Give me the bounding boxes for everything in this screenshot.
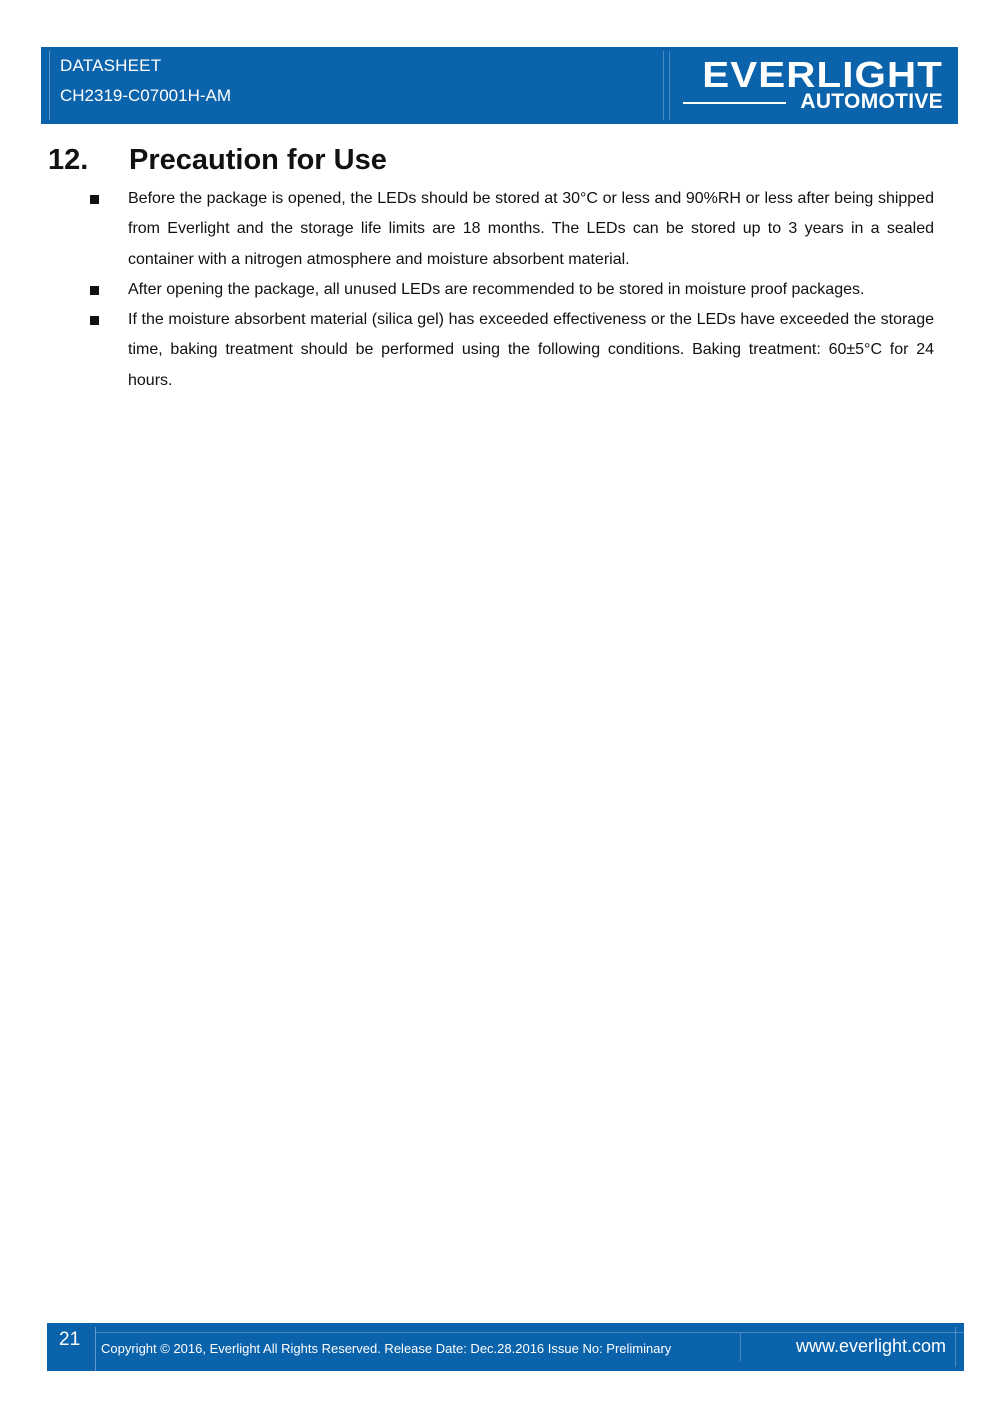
- page-header: [41, 47, 958, 124]
- footer-rule: [95, 1332, 964, 1333]
- section-number: 12.: [48, 144, 89, 176]
- header-divider: [663, 51, 664, 120]
- section-heading: [48, 142, 387, 178]
- square-bullet-icon: [90, 316, 99, 325]
- list-item-text: Before the package is opened, the LEDs should be stored at 30°C or less and 90%RH or less after being shipped from Everlight and the storage life limits are 18 months. The LEDs can be stored up to 3 years in a sealed container with a nitrogen atmosphere and moisture absorbent material.: [128, 190, 934, 268]
- square-bullet-icon: [90, 195, 99, 204]
- everlight-automotive-logo: [683, 55, 943, 117]
- header-divider: [669, 51, 670, 120]
- document-type: DATASHEET: [60, 56, 162, 75]
- section-title: Precaution for Use: [129, 144, 387, 176]
- footer-divider: [740, 1333, 741, 1361]
- list-item: [88, 305, 934, 396]
- logo-subtitle: AUTOMOTIVE: [800, 90, 943, 113]
- list-item: [88, 275, 934, 305]
- page-footer: [47, 1323, 964, 1371]
- footer-divider: [95, 1327, 96, 1371]
- page-number: 21: [59, 1329, 81, 1350]
- precaution-list: [88, 184, 934, 396]
- website-link[interactable]: www.everlight.com: [795, 1336, 946, 1356]
- list-item: [88, 184, 934, 275]
- logo-rule: [683, 102, 786, 104]
- header-divider: [49, 51, 50, 120]
- square-bullet-icon: [90, 286, 99, 295]
- logo-wordmark: EVERLIGHT: [702, 54, 943, 95]
- list-item-text: After opening the package, all unused LEDs are recommended to be stored in moisture proof packages.: [128, 280, 865, 298]
- document-number: CH2319-C07001H-AM: [60, 86, 232, 105]
- list-item-text: If the moisture absorbent material (silica gel) has exceeded effectiveness or the LEDs have exceeded the storage time, baking treatment should be performed using the following conditions. Baking treatment: 60±5°C for 24 hours.: [128, 311, 934, 389]
- footer-divider: [955, 1327, 956, 1367]
- copyright-notice: Copyright © 2016, Everlight All Rights Reserved. Release Date: Dec.28.2016 Issue No: Preliminary: [101, 1341, 672, 1356]
